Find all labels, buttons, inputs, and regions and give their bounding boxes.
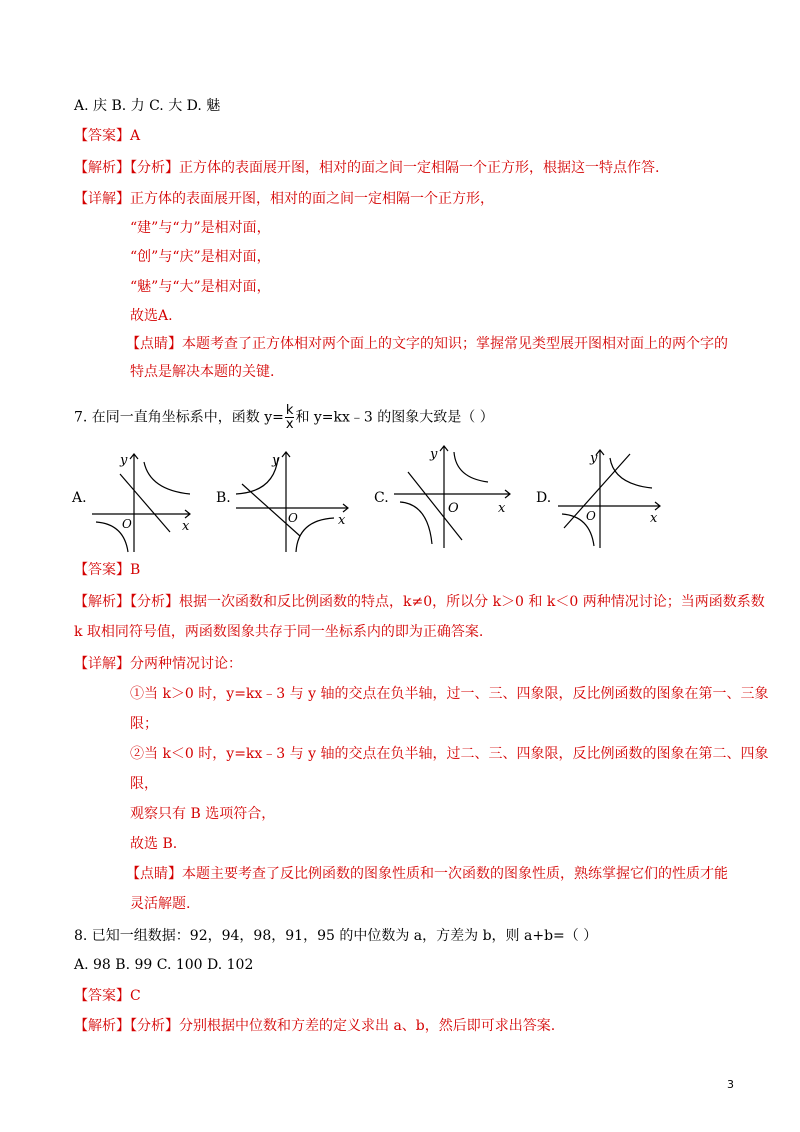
origin-label: O	[288, 511, 298, 525]
page-number: 3	[727, 1078, 734, 1091]
q6-analysis	[74, 158, 659, 178]
q7-stem-pre: 7. 在同一直角坐标系中，函数 y=	[74, 409, 284, 426]
q8-stem: 8. 已知一组数据：92，94，98，91，95 的中位数为 a，方差为 b，则 a+b=（ ）	[74, 928, 598, 944]
x-label: x	[498, 501, 506, 516]
q6-pair1: “建”与“力”是相对面，	[130, 220, 271, 236]
answer-value: A	[130, 128, 141, 144]
detail-text: 分两种情况讨论：	[130, 656, 242, 672]
line	[242, 484, 300, 536]
answer-tag: 【答案】	[74, 562, 130, 578]
origin-label: O	[122, 517, 132, 531]
analysis-text: 正方体的表面展开图，相对的面之间一定相隔一个正方形，根据这一特点作答.	[179, 160, 660, 176]
hyperbola-q1	[610, 458, 652, 488]
comment-text: 本题考查了正方体相对两个面上的文字的知识；掌握常见类型展开图相对面上的两个字的	[182, 336, 728, 352]
q6-options: A. 庆 B. 力 C. 大 D. 魅	[74, 98, 221, 114]
y-label: y	[590, 451, 598, 466]
hyperbola-q3	[400, 502, 432, 544]
q7-analysis-line2: k 取相同符号值，两函数图象共存于同一坐标系内的即为正确答案.	[74, 624, 484, 640]
comment-tag: 【点睛】	[126, 336, 182, 352]
detail-tag: 【详解】	[74, 656, 130, 672]
y-label: y	[120, 453, 128, 468]
q7-comment	[126, 864, 728, 884]
answer-value: C	[130, 988, 141, 1004]
analysis-text: 分别根据中位数和方差的定义求出 a、b，然后即可求出答案.	[179, 1018, 556, 1034]
q7-case2: ②当 k＜0 时，y=kx﹣3 与 y 轴的交点在负半轴，过二、三、四象限，反比例函数的图象在第二、四象	[130, 746, 769, 762]
q7-answer	[74, 560, 140, 580]
q6-answer	[74, 126, 140, 146]
detail-tag: 【详解】	[74, 191, 130, 207]
q8-answer	[74, 986, 141, 1006]
q7-observe: 观察只有 B 选项符合，	[130, 806, 276, 822]
frac-denominator: x	[285, 417, 294, 432]
frac-numerator: k	[285, 403, 294, 418]
graph-c-label: C.	[374, 490, 389, 506]
q8-options: A. 98 B. 99 C. 100 D. 102	[74, 957, 254, 973]
x-label: x	[338, 513, 346, 528]
q7-detail	[74, 654, 242, 674]
graph-c	[392, 440, 516, 550]
q7-case1: ①当 k＞0 时，y=kx﹣3 与 y 轴的交点在负半轴，过一、三、四象限，反比例函数的图象在第一、三象	[130, 686, 769, 702]
origin-label: O	[448, 501, 459, 516]
origin-label: O	[586, 509, 596, 523]
answer-tag: 【答案】	[74, 988, 130, 1004]
graph-d-label: D.	[536, 490, 552, 506]
q7-case1-cont: 限；	[130, 716, 158, 732]
q7-analysis	[74, 592, 765, 612]
q7-stem-post: 和 y=kx﹣3 的图象大致是（ ）	[295, 409, 494, 426]
q6-detail	[74, 189, 494, 209]
graph-a-label: A.	[72, 490, 87, 506]
hyperbola-q1	[144, 462, 190, 494]
q6-comment	[126, 334, 728, 354]
fraction-k-over-x	[285, 404, 295, 431]
hyperbola-q1	[454, 452, 488, 482]
analysis-tag: 【解析】【分析】	[74, 160, 179, 176]
q7-case2-cont: 限，	[130, 776, 158, 792]
q6-choose: 故选A.	[130, 308, 173, 324]
detail-text: 正方体的表面展开图，相对的面之间一定相隔一个正方形，	[130, 191, 494, 207]
analysis-tag: 【解析】【分析】	[74, 1018, 179, 1034]
graph-a	[90, 448, 200, 553]
answer-tag: 【答案】	[74, 128, 130, 144]
q6-pair2: “创”与“庆”是相对面，	[130, 249, 271, 265]
q8-analysis	[74, 1016, 555, 1036]
q7-choose: 故选 B.	[130, 836, 178, 852]
analysis-text: 根据一次函数和反比例函数的特点，k≠0，所以分 k＞0 和 k＜0 两种情况讨论；当两函数系数	[179, 594, 765, 610]
comment-tag: 【点睛】	[126, 866, 182, 882]
graph-b	[234, 448, 354, 553]
y-label: y	[430, 447, 438, 462]
graph-b-label: B.	[216, 490, 231, 506]
q6-comment-line2: 特点是解决本题的关键.	[130, 364, 275, 380]
x-label: x	[650, 511, 658, 526]
comment-text: 本题主要考查了反比例函数的图象性质和一次函数的图象性质，熟练掌握它们的性质才能	[182, 866, 728, 882]
q7-stem	[74, 404, 494, 431]
x-label: x	[182, 519, 190, 534]
hyperbola-q4	[296, 518, 334, 552]
y-label: y	[272, 453, 280, 468]
analysis-tag: 【解析】【分析】	[74, 594, 179, 610]
q7-comment-line2: 灵活解题.	[130, 896, 191, 912]
graph-d	[556, 444, 668, 550]
answer-value: B	[130, 562, 141, 578]
q6-pair3: “魅”与“大”是相对面，	[130, 279, 271, 295]
